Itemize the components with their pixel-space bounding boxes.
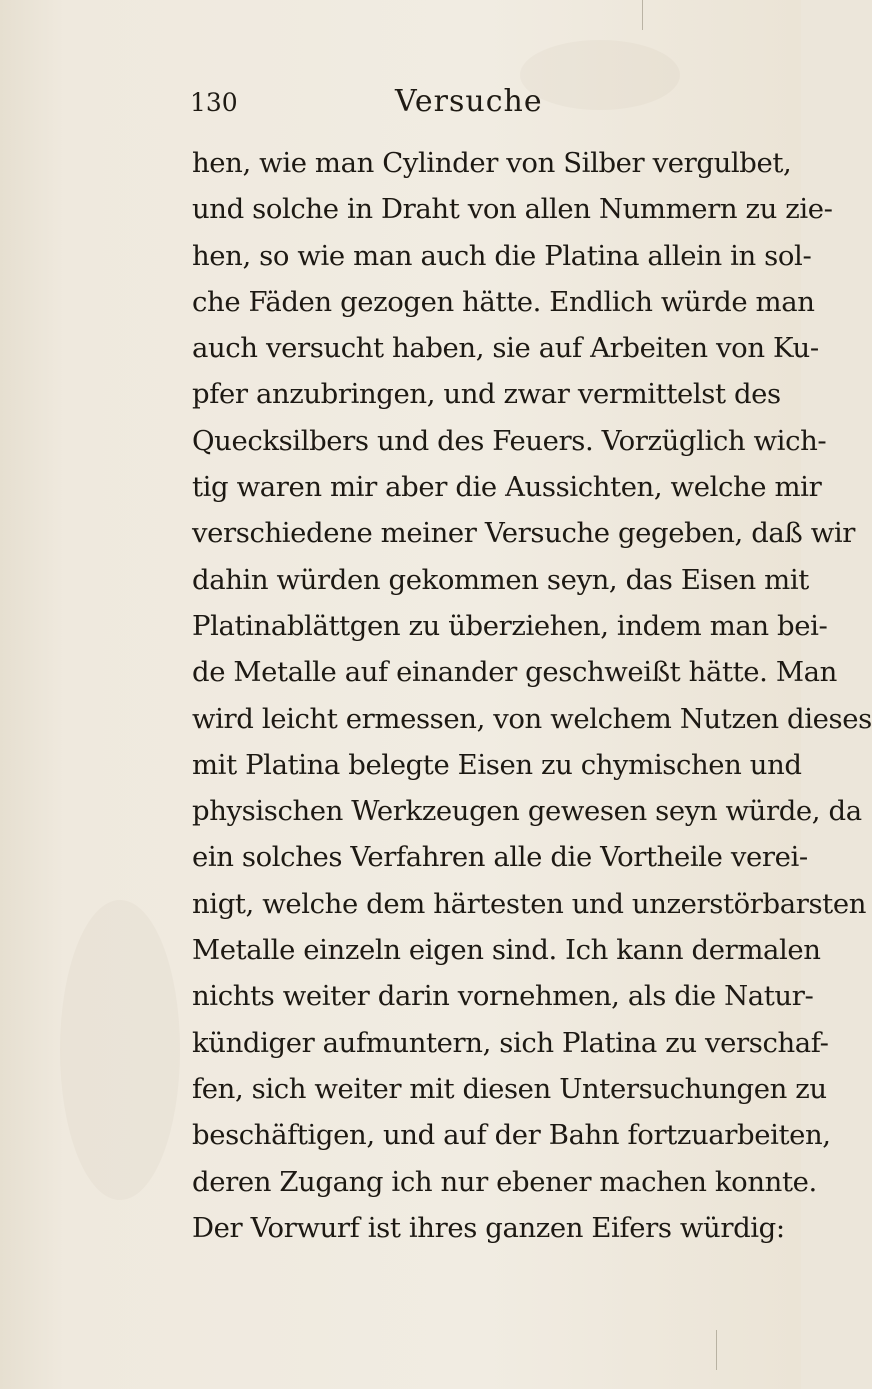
text-line: dahin würden gekommen seyn, das Eisen mit xyxy=(192,563,809,596)
text-line: physischen Werkzeugen gewesen seyn würde, da xyxy=(192,795,862,828)
text-line: hen, wie man Cylinder von Silber vergulbet, xyxy=(192,147,792,179)
text-line: Quecksilbers und des Feuers. Vorzüglich wich- xyxy=(192,424,827,457)
text-line: ein solches Verfahren alle die Vortheile verei- xyxy=(192,841,808,874)
text-line: Der Vorwurf ist ihres ganzen Eifers würdig: xyxy=(192,1211,785,1244)
text-line: che Fäden gezogen hätte. Endlich würde man xyxy=(192,285,815,318)
text-line: hen, so wie man auch die Platina allein in sol- xyxy=(192,239,812,272)
text-line: beschäftigen, und auf der Bahn fortzuarbeiten, xyxy=(192,1119,831,1152)
text-line: fen, sich weiter mit diesen Untersuchungen zu xyxy=(192,1072,827,1105)
text-line: Platinablättgen zu überziehen, indem man bei- xyxy=(192,609,828,642)
text-line: wird leicht ermessen, von welchem Nutzen dieses xyxy=(192,702,872,735)
text-line: Metalle einzeln eigen sind. Ich kann dermalen xyxy=(192,934,821,967)
text-line: kündiger aufmuntern, sich Platina zu verschaf- xyxy=(192,1026,829,1059)
page-number: 130 xyxy=(190,88,238,117)
paper-mark xyxy=(642,0,643,30)
text-line: de Metalle auf einander geschweißt hätte. Man xyxy=(192,656,837,689)
text-line: tig waren mir aber die Aussichten, welche mir xyxy=(192,471,822,504)
text-line: nigt, welche dem härtesten und unzerstörbarsten xyxy=(192,887,867,920)
paper-stain xyxy=(60,900,180,1200)
running-head xyxy=(0,84,801,124)
header-title: Versuche xyxy=(395,84,543,119)
text-line: deren Zugang ich nur ebener machen konnte. xyxy=(192,1165,817,1198)
body-text xyxy=(192,140,872,1251)
text-line: auch versucht haben, sie auf Arbeiten von Ku- xyxy=(192,332,819,365)
text-line: mit Platina belegte Eisen zu chymischen und xyxy=(192,748,802,781)
paper-mark xyxy=(716,1330,717,1370)
text-line: pfer anzubringen, und zwar vermittelst des xyxy=(192,378,781,411)
text-line: und solche in Draht von allen Nummern zu zie- xyxy=(192,193,833,226)
text-line: verschiedene meiner Versuche gegeben, daß wir xyxy=(192,517,856,550)
text-line: nichts weiter darin vornehmen, als die Natur- xyxy=(192,980,814,1013)
